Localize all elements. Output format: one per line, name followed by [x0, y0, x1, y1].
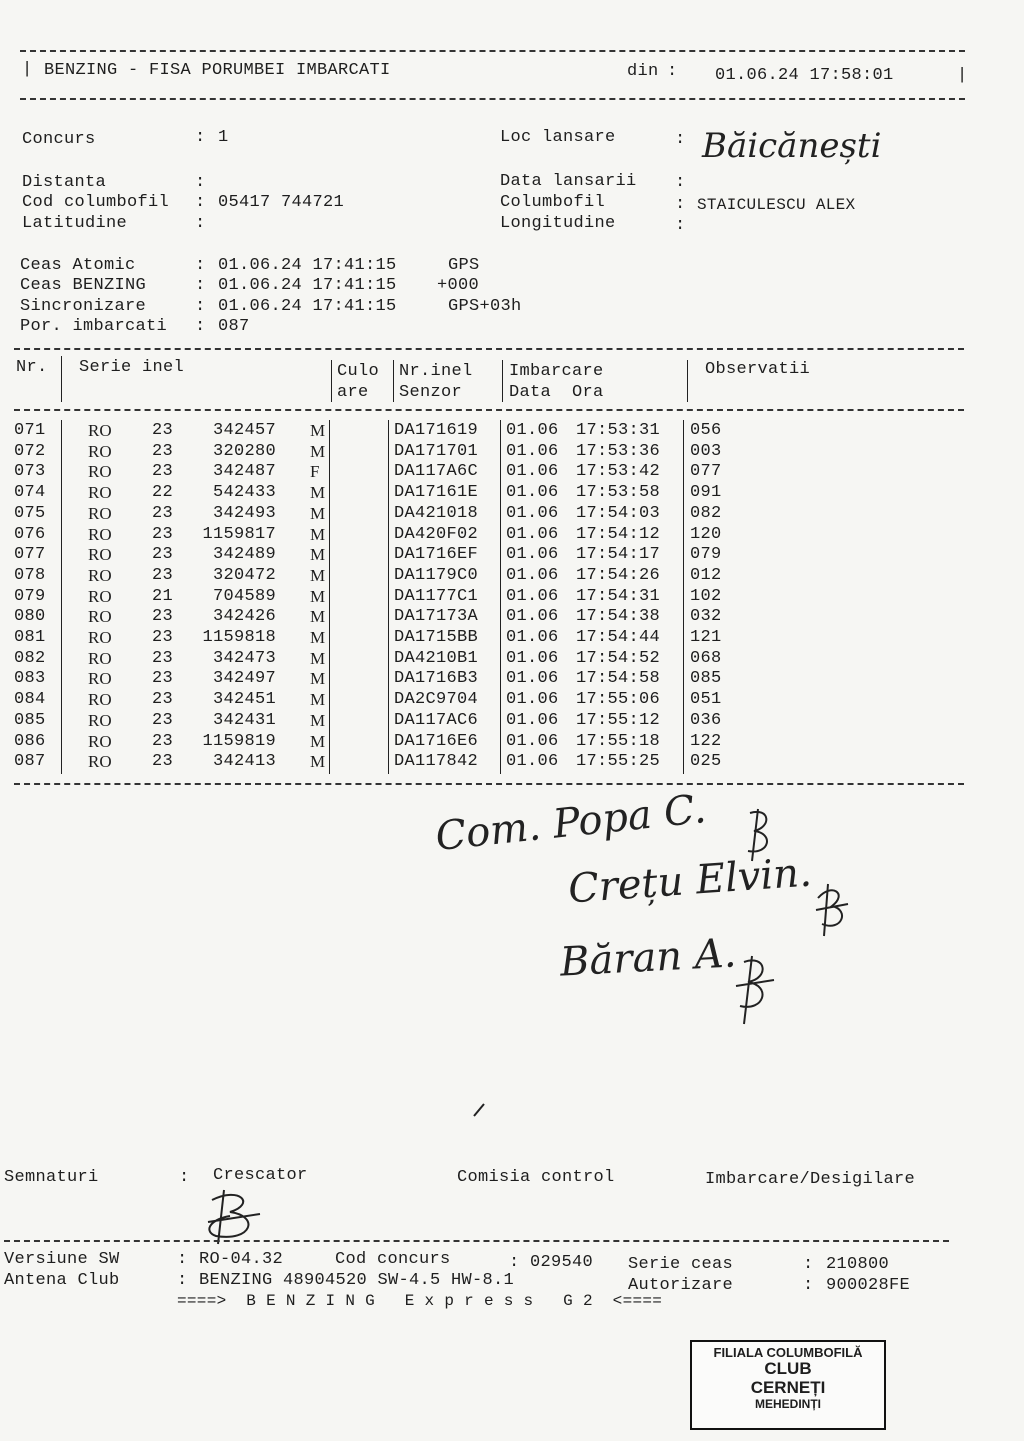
- cell-nr: 074: [14, 483, 46, 503]
- value-cod-columbofil: 05417 744721: [218, 193, 345, 212]
- pen-stroke: [470, 1100, 490, 1120]
- club-stamp: [690, 1340, 886, 1430]
- cell-sex: M: [310, 628, 326, 647]
- cell-ring-number: 342451: [212, 690, 276, 710]
- colon: :: [177, 1271, 188, 1290]
- colon: :: [675, 195, 686, 214]
- cell-nr: 082: [14, 648, 46, 668]
- cell-nr: 079: [14, 586, 46, 606]
- col-header-observatii: Observatii: [705, 360, 811, 379]
- table-row: [0, 525, 1000, 545]
- cell-country: RO: [88, 545, 112, 565]
- cell-year: 21: [152, 586, 174, 606]
- header-top-rule: [20, 50, 965, 52]
- cell-ring-number: 704589: [212, 586, 276, 606]
- cell-country: RO: [88, 421, 112, 440]
- cell-ring-number: 320280: [212, 441, 276, 461]
- cell-ring-number: 342431: [212, 710, 276, 730]
- cell-date: 01.06: [506, 483, 559, 503]
- cell-year: 23: [152, 545, 174, 565]
- cell-sensor: DA1716B3: [394, 669, 479, 689]
- signature-comisia-label: Comisia control: [457, 1168, 615, 1187]
- date-colon: :: [667, 62, 678, 81]
- cell-year: 22: [152, 483, 174, 503]
- cell-nr: 075: [14, 503, 46, 523]
- cell-sex: M: [310, 441, 326, 461]
- value-columbofil: STAICULESCU ALEX: [697, 196, 856, 214]
- cell-sex: F: [310, 462, 320, 482]
- cell-sex: M: [310, 607, 326, 627]
- cell-time: 17:53:58: [576, 483, 661, 503]
- cell-time: 17:53:31: [576, 421, 661, 440]
- cell-nr: 076: [14, 524, 46, 544]
- cell-sensor: DA1715BB: [394, 628, 479, 647]
- cell-date: 01.06: [506, 441, 559, 461]
- colon: :: [195, 193, 206, 212]
- cell-time: 17:54:17: [576, 545, 661, 565]
- cell-year: 23: [152, 421, 174, 440]
- extra-ceas-benzing: +000: [437, 276, 480, 295]
- header-separator: [687, 360, 688, 402]
- cell-observatii: 032: [690, 607, 722, 627]
- cell-observatii: 122: [690, 731, 722, 751]
- value-ceas-benzing: 01.06.24 17:41:15: [218, 276, 397, 295]
- cell-time: 17:54:03: [576, 503, 661, 523]
- table-row: [0, 752, 1000, 772]
- cell-sensor: DA421018: [394, 503, 479, 523]
- cell-year: 23: [152, 628, 174, 647]
- cell-year: 23: [152, 690, 174, 710]
- footer-rule: [4, 1240, 949, 1242]
- footer-versiune-value: RO-04.32: [199, 1250, 284, 1269]
- label-data-lansarii: Data lansarii: [500, 172, 637, 191]
- col-header-culoare-1: Culo: [337, 362, 380, 381]
- cell-nr: 087: [14, 752, 46, 772]
- crescator-signature: [200, 1186, 270, 1246]
- cell-time: 17:55:18: [576, 731, 661, 751]
- signature-imbarcare-label: Imbarcare/Desigilare: [705, 1170, 916, 1189]
- cell-ring-number: 342489: [212, 545, 276, 565]
- col-header-imbarcare-2: Data Ora: [509, 383, 604, 402]
- signature-mark-1: [740, 805, 780, 865]
- col-header-imbarcare-1: Imbarcare: [509, 362, 604, 381]
- cell-country: RO: [88, 628, 112, 647]
- document-title: BENZING - FISA PORUMBEI IMBARCATI: [44, 61, 391, 80]
- col-header-serie: Serie inel: [79, 358, 185, 377]
- colon: :: [195, 256, 206, 275]
- cell-country: RO: [88, 462, 112, 482]
- colon: :: [675, 216, 686, 235]
- cell-observatii: 085: [690, 669, 722, 689]
- cell-year: 23: [152, 648, 174, 668]
- cell-country: RO: [88, 690, 112, 710]
- header-separator: [393, 360, 394, 402]
- table-row: [0, 483, 1000, 503]
- date-label: din: [627, 62, 659, 81]
- cell-ring-number: 342493: [212, 503, 276, 523]
- table-row: [0, 545, 1000, 565]
- cell-year: 23: [152, 441, 174, 461]
- cell-sensor: DA117842: [394, 752, 479, 772]
- table-row: [0, 566, 1000, 586]
- extra-sincronizare: GPS+03h: [448, 297, 522, 316]
- label-loc-lansare: Loc lansare: [500, 128, 616, 147]
- signature-crescator-label: Crescator: [213, 1166, 308, 1185]
- cell-ring-number: 342487: [212, 462, 276, 482]
- label-ceas-atomic: Ceas Atomic: [20, 256, 136, 275]
- colon: :: [179, 1168, 190, 1187]
- col-header-nrinel-2: Senzor: [399, 383, 463, 402]
- cell-sensor: DA420F02: [394, 524, 479, 544]
- header-separator: [61, 356, 62, 402]
- cell-sex: M: [310, 524, 326, 544]
- colon: :: [195, 297, 206, 316]
- cell-ring-number: 342497: [212, 669, 276, 689]
- handwritten-commission-line-1: Com. Popa C.: [433, 785, 709, 861]
- cell-sex: M: [310, 483, 326, 503]
- cell-country: RO: [88, 586, 112, 606]
- cell-country: RO: [88, 731, 112, 751]
- footer-autorizare-value: 900028FE: [826, 1276, 911, 1295]
- footer-autorizare-label: Autorizare: [628, 1276, 734, 1295]
- label-cod-columbofil: Cod columbofil: [22, 193, 170, 212]
- cell-time: 17:55:06: [576, 690, 661, 710]
- header-left-bar: |: [22, 60, 33, 79]
- cell-date: 01.06: [506, 421, 559, 440]
- cell-country: RO: [88, 503, 112, 523]
- cell-nr: 080: [14, 607, 46, 627]
- colon: :: [675, 130, 686, 149]
- cell-sensor: DA1716EF: [394, 545, 479, 565]
- label-sincronizare: Sincronizare: [20, 297, 147, 316]
- footer-express-line: ====> B E N Z I N G E x p r e s s G 2 <====: [177, 1292, 663, 1310]
- value-sincronizare: 01.06.24 17:41:15: [218, 297, 397, 316]
- cell-sex: M: [310, 690, 326, 710]
- cell-ring-number: 342457: [212, 421, 276, 440]
- table-row: [0, 669, 1000, 689]
- table-top-rule: [14, 348, 964, 350]
- cell-country: RO: [88, 565, 112, 585]
- cell-date: 01.06: [506, 690, 559, 710]
- cell-country: RO: [88, 669, 112, 689]
- cell-country: RO: [88, 607, 112, 627]
- cell-observatii: 036: [690, 710, 722, 730]
- cell-date: 01.06: [506, 648, 559, 668]
- label-por-imbarcati: Por. imbarcati: [20, 317, 168, 336]
- cell-date: 01.06: [506, 462, 559, 482]
- cell-sensor: DA171701: [394, 441, 479, 461]
- stamp-line-3: CERNEȚI: [750, 1377, 826, 1397]
- table-row: [0, 442, 1000, 462]
- cell-observatii: 051: [690, 690, 722, 710]
- cell-time: 17:54:26: [576, 565, 661, 585]
- label-concurs: Concurs: [22, 130, 96, 149]
- footer-serie-ceas-label: Serie ceas: [628, 1255, 734, 1274]
- cell-time: 17:54:44: [576, 628, 661, 647]
- label-latitudine: Latitudine: [22, 214, 128, 233]
- footer-versiune-label: Versiune SW: [4, 1250, 120, 1269]
- cell-country: RO: [88, 710, 112, 730]
- cell-observatii: 003: [690, 441, 722, 461]
- cell-observatii: 012: [690, 565, 722, 585]
- footer-antena-label: Antena Club: [4, 1271, 120, 1290]
- cell-year: 23: [152, 669, 174, 689]
- cell-sex: M: [310, 731, 326, 751]
- value-por-imbarcati: 087: [218, 317, 250, 336]
- header-separator: [331, 360, 332, 402]
- table-row: [0, 628, 1000, 648]
- cell-year: 23: [152, 565, 174, 585]
- colon: :: [803, 1276, 814, 1295]
- cell-ring-number: 1159818: [202, 628, 276, 647]
- cell-year: 23: [152, 731, 174, 751]
- col-header-culoare-2: are: [337, 383, 369, 402]
- cell-country: RO: [88, 648, 112, 668]
- cell-year: 23: [152, 503, 174, 523]
- cell-ring-number: 342473: [212, 648, 276, 668]
- colon: :: [509, 1253, 520, 1272]
- table-header-rule: [14, 409, 964, 411]
- cell-year: 23: [152, 524, 174, 544]
- cell-time: 17:55:25: [576, 752, 661, 772]
- cell-sensor: DA2C9704: [394, 690, 479, 710]
- cell-observatii: 077: [690, 462, 722, 482]
- table-row: [0, 504, 1000, 524]
- table-row: [0, 607, 1000, 627]
- col-header-nr: Nr.: [16, 358, 48, 377]
- colon: :: [195, 276, 206, 295]
- cell-nr: 081: [14, 628, 46, 647]
- cell-nr: 071: [14, 421, 46, 440]
- cell-year: 23: [152, 752, 174, 772]
- cell-ring-number: 1159817: [202, 524, 276, 544]
- cell-time: 17:54:58: [576, 669, 661, 689]
- cell-sex: M: [310, 565, 326, 585]
- cell-date: 01.06: [506, 710, 559, 730]
- cell-sex: M: [310, 503, 326, 523]
- cell-sex: M: [310, 421, 326, 440]
- cell-country: RO: [88, 752, 112, 772]
- cell-sensor: DA1716E6: [394, 731, 479, 751]
- cell-nr: 077: [14, 545, 46, 565]
- cell-date: 01.06: [506, 524, 559, 544]
- cell-sex: M: [310, 586, 326, 606]
- cell-sex: M: [310, 710, 326, 730]
- cell-observatii: 025: [690, 752, 722, 772]
- cell-date: 01.06: [506, 752, 559, 772]
- stamp-line-2: CLUB: [764, 1359, 812, 1379]
- cell-observatii: 102: [690, 586, 722, 606]
- table-row: [0, 587, 1000, 607]
- cell-ring-number: 320472: [212, 565, 276, 585]
- header-right-bar: |: [957, 66, 968, 85]
- table-row: [0, 711, 1000, 731]
- cell-sensor: DA17161E: [394, 483, 479, 503]
- table-row: [0, 462, 1000, 482]
- cell-country: RO: [88, 524, 112, 544]
- cell-sex: M: [310, 752, 326, 772]
- cell-country: RO: [88, 441, 112, 461]
- stamp-line-4: MEHEDINȚI: [755, 1396, 821, 1411]
- signature-mark-3: [730, 950, 780, 1030]
- cell-ring-number: 542433: [212, 483, 276, 503]
- cell-nr: 086: [14, 731, 46, 751]
- cell-date: 01.06: [506, 669, 559, 689]
- colon: :: [195, 128, 206, 147]
- cell-nr: 085: [14, 710, 46, 730]
- cell-observatii: 091: [690, 483, 722, 503]
- value-concurs: 1: [218, 128, 229, 147]
- value-ceas-atomic: 01.06.24 17:41:15: [218, 256, 397, 275]
- signature-mark-2: [812, 880, 852, 940]
- cell-country: RO: [88, 483, 112, 503]
- label-longitudine: Longitudine: [500, 214, 616, 233]
- cell-time: 17:54:52: [576, 648, 661, 668]
- footer-cod-concurs-value: 029540: [530, 1253, 594, 1272]
- colon: :: [803, 1255, 814, 1274]
- handwritten-commission-line-2: Crețu Elvin.: [566, 849, 814, 913]
- cell-date: 01.06: [506, 731, 559, 751]
- colon: :: [195, 317, 206, 336]
- cell-time: 17:53:36: [576, 441, 661, 461]
- col-header-nrinel-1: Nr.inel: [399, 362, 473, 381]
- cell-year: 23: [152, 607, 174, 627]
- cell-ring-number: 342413: [212, 752, 276, 772]
- stamp-line-1: FILIALA COLUMBOFILĂ: [713, 1345, 863, 1360]
- label-distanta: Distanta: [22, 173, 107, 192]
- header-separator: [502, 360, 503, 402]
- cell-date: 01.06: [506, 565, 559, 585]
- cell-nr: 078: [14, 565, 46, 585]
- footer-serie-ceas-value: 210800: [826, 1255, 890, 1274]
- print-datetime: 01.06.24 17:58:01: [715, 66, 894, 85]
- value-loc-lansare-handwritten: Băicănești: [702, 126, 882, 166]
- table-row: [0, 649, 1000, 669]
- cell-sensor: DA1179C0: [394, 565, 479, 585]
- cell-observatii: 068: [690, 648, 722, 668]
- label-ceas-benzing: Ceas BENZING: [20, 276, 147, 295]
- extra-ceas-atomic: GPS: [448, 256, 480, 275]
- cell-sensor: DA17173A: [394, 607, 479, 627]
- cell-sensor: DA117AC6: [394, 710, 479, 730]
- cell-date: 01.06: [506, 586, 559, 606]
- cell-nr: 072: [14, 441, 46, 461]
- colon: :: [195, 214, 206, 233]
- table-bottom-rule: [14, 783, 964, 785]
- cell-observatii: 120: [690, 524, 722, 544]
- footer-antena-value: BENZING 48904520 SW-4.5 HW-8.1: [199, 1271, 515, 1290]
- cell-observatii: 082: [690, 503, 722, 523]
- cell-nr: 073: [14, 462, 46, 482]
- header-bottom-rule: [20, 98, 965, 100]
- cell-sex: M: [310, 648, 326, 668]
- cell-ring-number: 1159819: [202, 731, 276, 751]
- table-row: [0, 690, 1000, 710]
- cell-nr: 083: [14, 669, 46, 689]
- cell-ring-number: 342426: [212, 607, 276, 627]
- cell-date: 01.06: [506, 628, 559, 647]
- cell-time: 17:54:12: [576, 524, 661, 544]
- cell-time: 17:54:38: [576, 607, 661, 627]
- cell-year: 23: [152, 710, 174, 730]
- cell-date: 01.06: [506, 545, 559, 565]
- cell-time: 17:55:12: [576, 710, 661, 730]
- cell-time: 17:54:31: [576, 586, 661, 606]
- cell-sensor: DA117A6C: [394, 462, 479, 482]
- cell-sensor: DA4210B1: [394, 648, 479, 668]
- handwritten-commission-line-3: Băran A.: [558, 930, 738, 986]
- cell-date: 01.06: [506, 503, 559, 523]
- cell-sensor: DA1177C1: [394, 586, 479, 606]
- cell-observatii: 079: [690, 545, 722, 565]
- table-row: [0, 421, 1000, 441]
- cell-sex: M: [310, 669, 326, 689]
- cell-sex: M: [310, 545, 326, 565]
- cell-nr: 084: [14, 690, 46, 710]
- cell-observatii: 056: [690, 421, 722, 440]
- label-columbofil: Columbofil: [500, 193, 606, 212]
- colon: :: [177, 1250, 188, 1269]
- colon: :: [675, 173, 686, 192]
- cell-sensor: DA171619: [394, 421, 479, 440]
- footer-cod-concurs-label: Cod concurs: [335, 1250, 451, 1269]
- signatures-label: Semnaturi: [4, 1168, 99, 1187]
- colon: :: [195, 173, 206, 192]
- cell-time: 17:53:42: [576, 462, 661, 482]
- cell-observatii: 121: [690, 628, 722, 647]
- table-row: [0, 732, 1000, 752]
- cell-date: 01.06: [506, 607, 559, 627]
- cell-year: 23: [152, 462, 174, 482]
